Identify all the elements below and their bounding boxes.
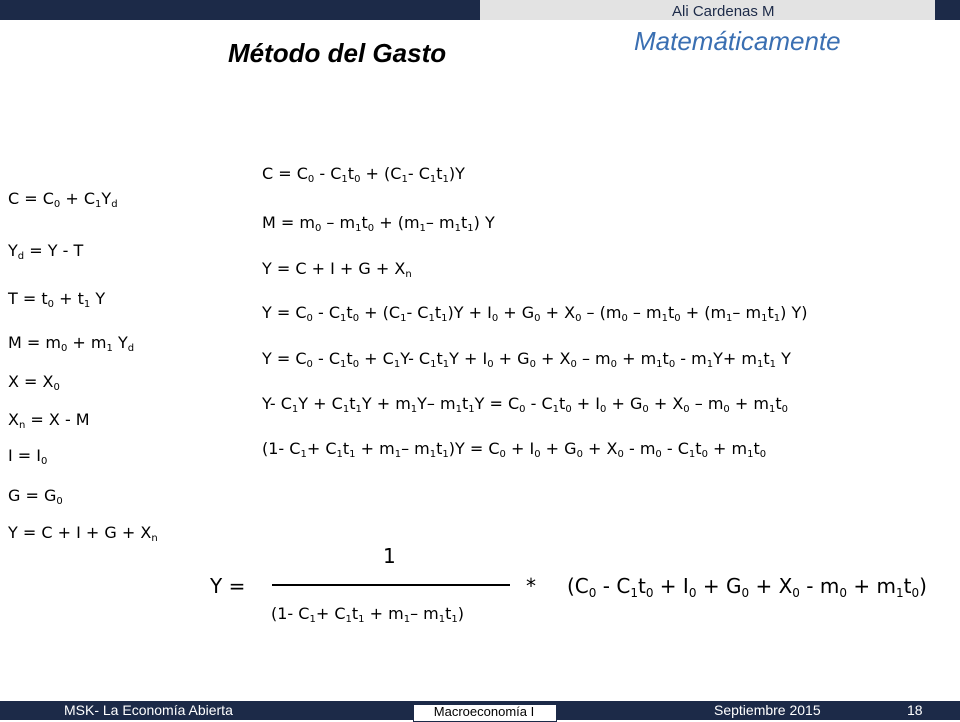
multiplication-sign: * [526,574,536,598]
slide-title: Método del Gasto [228,38,447,68]
footer-center-text: Macroeconomía I [433,704,535,719]
final-numerator: 1 [383,544,396,568]
final-denominator: (1- $C_1+ C_1t_1 + m_1-$ $m_1t_1$) [271,604,465,625]
left-equation: $M = m_0 + m_1$ $Y_d$ [8,333,135,354]
left-equation: $C = C_0 + C_1Y_d$ [8,189,118,210]
footer-date: Septiembre 2015 [714,702,821,718]
derivation-step: $C = C_0 - C_1t_0 + (C_1-$ $C_1t_1)Y$ [262,164,465,185]
footer-left-text: MSK- La Economía Abierta [64,702,233,718]
left-equation: $X = X_0$ [8,372,60,393]
page-number: 18 [907,702,923,718]
derivation-step: $Y = C_0 - C_1t_0 + C_1Y-$ $C_1t_1Y + I_0 + G_0 + X_0 - m_0 + m_1t_0 - m_1Y+ m_1t_1$ Y [262,349,791,370]
fraction-line [272,584,510,586]
derivation-step: $Y = C + I + G + X_n$ [262,259,412,280]
final-lhs: Y = [210,574,246,598]
left-equation: $I = I_0$ [8,446,48,467]
top-bar-dark [0,0,480,20]
derivation-step: Y- $C_1Y + C_1t_1Y + m_1Y-$ $m_1t_1Y = C_0 - C_1t_0 + I_0 + G_0 + X_0 - m_0 + m_1t_0$ [262,394,788,415]
left-equation: $X_n = X - M$ [8,410,90,431]
left-equation: $Y = C + I + G + X_n$ [8,523,158,544]
author-name: Ali Cardenas M [672,3,775,20]
top-bar-end [935,0,960,20]
section-subtitle: Matemáticamente [634,26,841,56]
left-equation: $G = G_0$ [8,486,63,507]
derivation-step: $M = m_0 - m_1t_0 + (m_1-$ $m_1t_1$) Y [262,213,495,234]
derivation-step: $Y = C_0 - C_1t_0 + (C_1-$ $C_1t_1)Y + I_0 + G_0 + X_0 - (m_0 - m_1t_0 + (m_1-$ $m_1t_1$) Y) [262,303,808,324]
final-multiplier: $(C_0 - C_1t_0 + I_0 + G_0 + X_0 - m_0 + m_1t_0)$ [567,574,927,600]
left-equation: $Y_d = Y - T$ [8,241,84,262]
derivation-step: (1- $C_1+ C_1t_1 + m_1-$ $m_1t_1)Y = C_0 + I_0 + G_0 + X_0 - m_0 - C_1t_0 + m_1t_0$ [262,439,767,460]
left-equation: $T = t_0 + t_1$ Y [8,289,106,310]
